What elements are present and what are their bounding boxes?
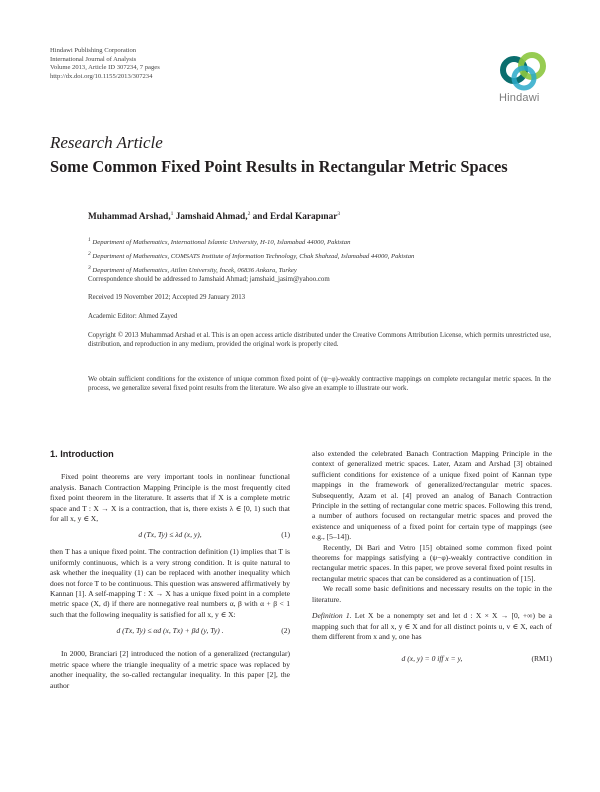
doi-link[interactable]: http://dx.doi.org/10.1155/2013/307234 (50, 72, 153, 80)
equation-number: (RM1) (531, 654, 552, 664)
definition-text: Let X be a nonempty set and let d : X × X → [0, +∞) be a mapping such that for all x, y ∈ X and for all distinct points u, v ∈ X, each of them different from x and y, one has (312, 611, 552, 641)
paragraph: also extended the celebrated Banach Contraction Mapping Principle in the context of generalized metric spaces. Later, Azam and Arshad [3] obtained sufficient conditions for existence of a unique fixed point of Kannan type mappings in the framework of generalized/rectangular metric spaces. Subsequently, Azam et al. [4] proved an analog of Banach Contraction Principle in the setting of rectangular cone metric spaces. Following this trend, a number of authors focused on rectangular metric spaces and proved the existence and uniqueness of a fixed point for certain type of mappings (see e.g., [5–14]). (312, 449, 552, 542)
author-name: and Erdal Karapınar (252, 212, 338, 223)
definition-1 (312, 611, 552, 642)
equation-2 (50, 625, 290, 637)
author-affil-number: 1 (170, 211, 174, 217)
body-column-right (312, 449, 552, 671)
affiliation: $^3$ Department of Mathematics, Atilim University, İncek, 06836 Ankara, Turkey (88, 264, 297, 274)
article-type: Research Article (50, 133, 163, 152)
journal-header (50, 47, 160, 81)
paragraph: Fixed point theorems are very important tools in nonlinear functional analysis. Banach Contraction Mapping Principle is the most frequently cited fixed point theorem in the literature. It asserts that if X is a complete metric space and T : X → X is a contraction, that is, there exists λ ∈ [0, 1) such that for all x, y ∈ X, (50, 472, 290, 524)
equation-rm1 (312, 653, 552, 665)
author-list (88, 211, 340, 222)
paragraph: We recall some basic definitions and necessary results on the topic in the literature. (312, 584, 552, 604)
correspondence-line: Correspondence should be addressed to Jamshaid Ahmad; jamshaid_jasim@yahoo.com (88, 276, 330, 283)
equation-number: (2) (281, 626, 290, 636)
publisher-name: Hindawi Publishing Corporation (50, 47, 137, 54)
author-name: Jamshaid Ahmad, (175, 212, 248, 223)
equation-1 (50, 529, 290, 541)
section-heading: 1. Introduction (50, 449, 114, 459)
equation-text: d (Tx, Ty) ≤ λd (x, y), (138, 530, 202, 540)
author-name: Muhammad Arshad, (88, 212, 171, 223)
author-affil-number: 2 (247, 211, 251, 217)
journal-name: International Journal of Analysis (50, 55, 137, 63)
body-column-left (50, 449, 290, 691)
affiliation: $^2$ Department of Mathematics, COMSATS Institute of Information Technology, Chak Shahzad, Islamabad 44000, Pakistan (88, 250, 415, 261)
abstract: We obtain sufficient conditions for the existence of unique common fixed point of (ψ−φ)-weakly contractive mappings on complete rectangular metric spaces. In the process, we generalize several fixed point results from the literature. We also give an example to illustrate our work. (88, 376, 551, 393)
equation-text: d (Tx, Ty) ≤ αd (x, Tx) + βd (y, Ty) . (116, 626, 224, 636)
paragraph: then T has a unique fixed point. The contraction definition (1) implies that T is uniformly continuous, which is a very strong condition. It is quite natural to ask whether the inequality (1) can be replaced with another inequality which does not force T to be continuous. This question was answered affirmatively by Kannan [1]. A self-mapping T : X → X has a unique fixed point in a complete metric space (X, d) if there are nonnegative real numbers α, β with α + β < 1 such that the following inequality is satisfied for all x, y ∈ X: (50, 547, 290, 619)
academic-editor: Academic Editor: Ahmed Zayed (88, 313, 178, 320)
affiliation: $^1$ Department of Mathematics, International Islamic University, H-10, Islamabad 44000, Pakistan (88, 237, 351, 247)
definition-label: Definition 1. (312, 611, 352, 621)
paragraph: In 2000, Branciari [2] introduced the notion of a generalized (rectangular) metric space where the triangle inequality of a metric space was replaced by another inequality, the so-called rectangular inequality. In this paper [2], the author (50, 649, 290, 690)
article-title: Some Common Fixed Point Results in Rectangular Metric Spaces (50, 157, 508, 176)
equation-number: (1) (281, 530, 290, 540)
copyright-notice: Copyright © 2013 Muhammad Arshad et al. This is an open access article distributed under the Creative Commons Attribution License, which permits unrestricted use, distribution, and reproduction in any medium, provided the original work is properly cited. (88, 332, 551, 349)
equation-text: d (x, y) = 0 iff x = y, (401, 654, 463, 664)
volume-info: Volume 2013, Article ID 307234, 7 pages (50, 64, 160, 72)
received-accepted-dates: Received 19 November 2012; Accepted 29 January 2013 (88, 294, 246, 301)
paragraph: Recently, Di Bari and Vetro [15] obtained some common fixed point theorems for mappings satisfying a (ψ−φ)-weakly contractive condition in rectangular metric spaces. In this paper, we prove several fixed point results in rectangular metric spaces that can be considered as a continuation of [15]. (312, 542, 552, 583)
affiliation-list (88, 235, 414, 276)
hindawi-logo-text: Hindawi (499, 92, 540, 104)
author-affil-number: 3 (337, 211, 341, 217)
